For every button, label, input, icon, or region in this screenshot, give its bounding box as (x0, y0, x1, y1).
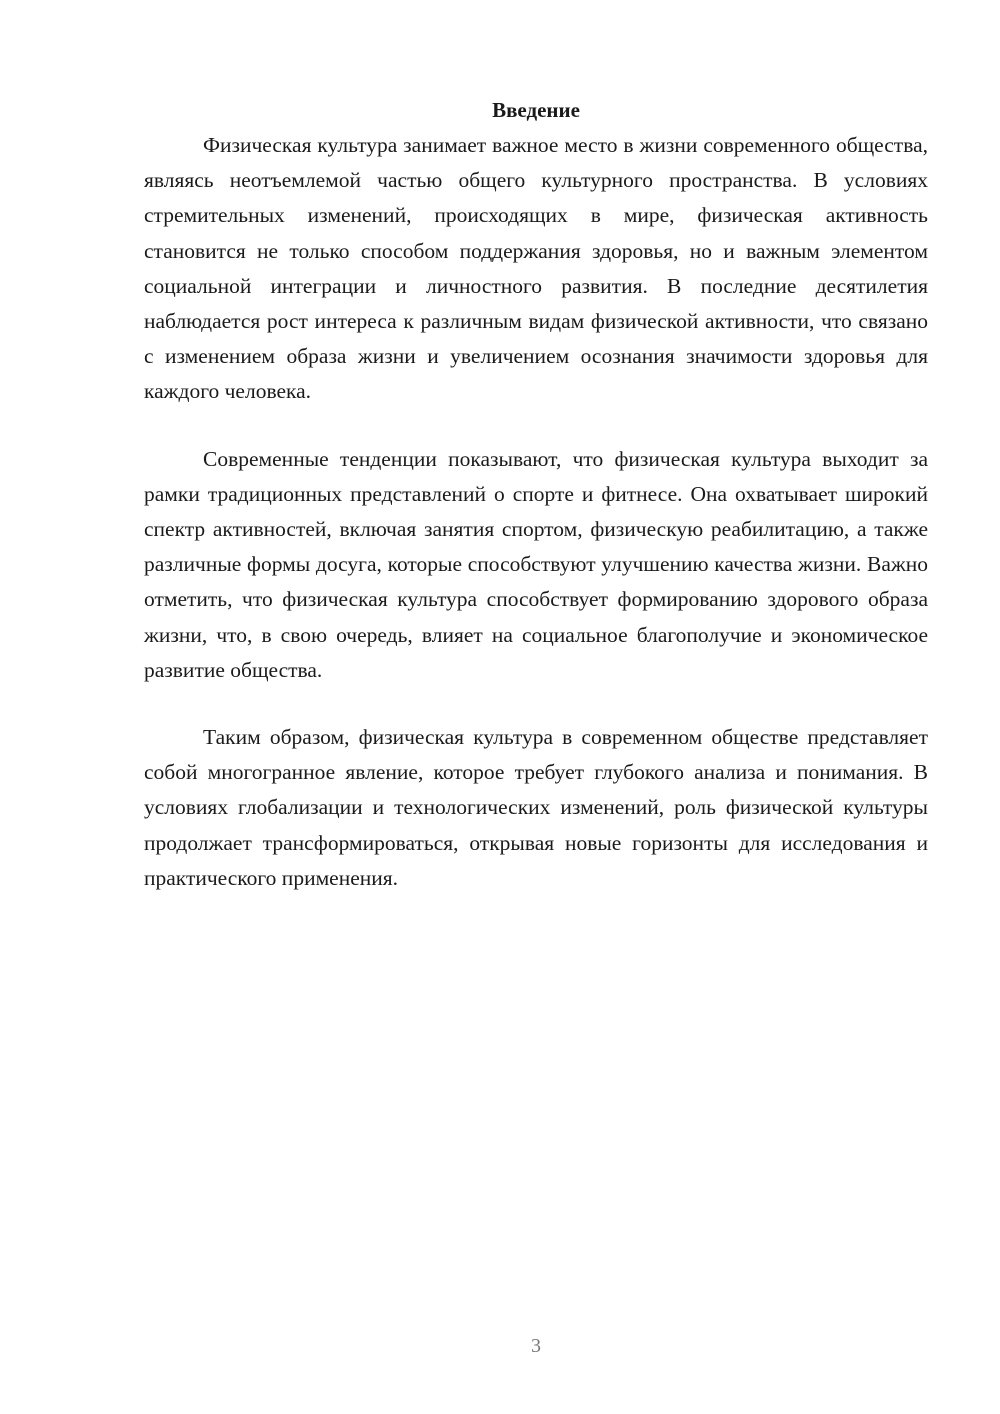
section-heading: Введение (492, 98, 580, 122)
page-content (144, 93, 928, 896)
paragraph-3: Таким образом, физическая культура в современном обществе представляет собой многогранное явление, которое требует глубокого анализа и понимания. В условиях глобализации и технологических изменений, роль физической культуры продолжает трансформироваться, открывая новые горизонты для исследования и практического применения. (144, 725, 928, 890)
page-number: 3 (531, 1335, 541, 1357)
paragraph-1: Физическая культура занимает важное место в жизни современного общества, являясь неотъемлемой частью общего культурного пространства. В условиях стремительных изменений, происходящих в мире, физическая активность становится не только способом поддержания здоровья, но и важным элементом социальной интеграции и личностного развития. В последние десятилетия наблюдается рост интереса к различным видам физической активности, что связано с изменением образа жизни и увеличением осознания значимости здоровья для каждого человека. (144, 133, 928, 404)
paragraph-2: Современные тенденции показывают, что физическая культура выходит за рамки традиционных представлений о спорте и фитнесе. Она охватывает широкий спектр активностей, включая занятия спортом, физическую реабилитацию, а также различные формы досуга, которые способствуют улучшению качества жизни. Важно отметить, что физическая культура способствует формированию здорового образа жизни, что, в свою очередь, влияет на социальное благополучие и экономическое развитие общества. (144, 446, 928, 682)
